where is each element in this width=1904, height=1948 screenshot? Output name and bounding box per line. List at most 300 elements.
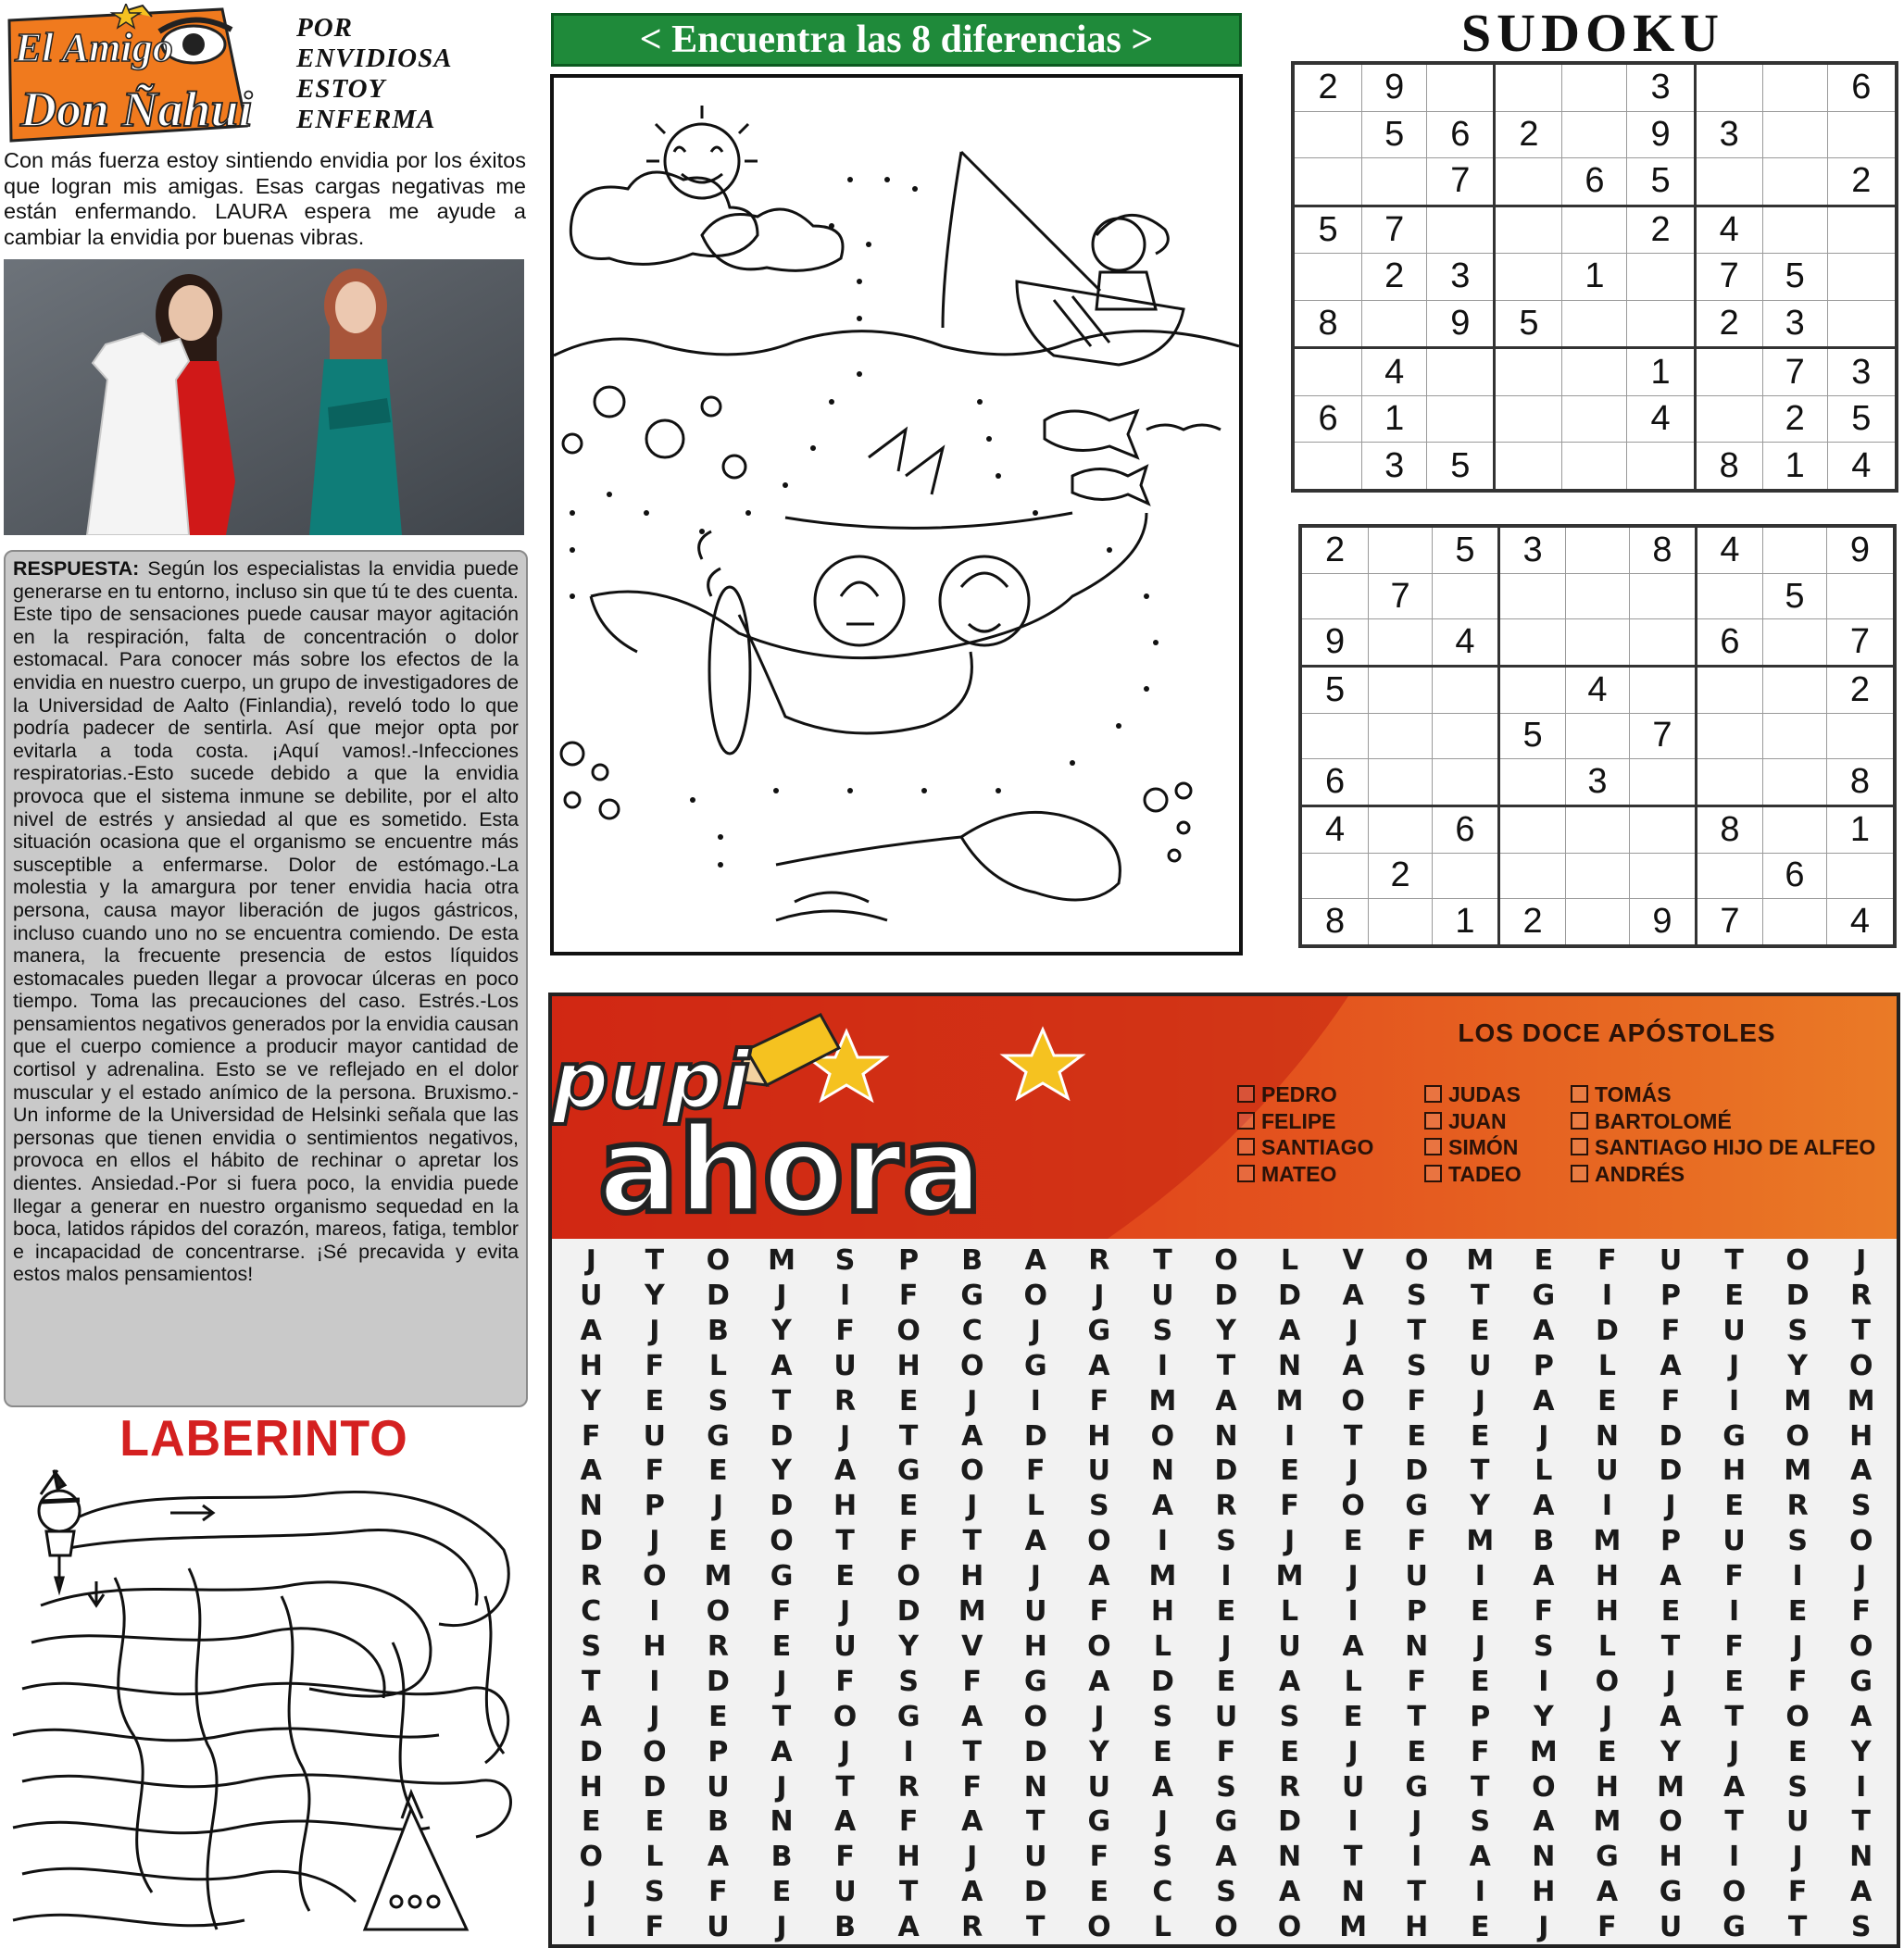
sudoku-cell[interactable] <box>1293 348 1362 396</box>
sudoku-cell[interactable] <box>1629 667 1696 714</box>
grid-letter[interactable]: N <box>1532 1841 1556 1874</box>
sudoku-cell[interactable] <box>1362 158 1427 206</box>
sudoku-cell[interactable] <box>1696 713 1762 759</box>
grid-letter[interactable]: J <box>776 1665 787 1698</box>
sudoku-cell[interactable] <box>1629 619 1696 667</box>
grid-letter[interactable]: I <box>1856 1770 1867 1804</box>
sudoku-cell[interactable] <box>1499 619 1566 667</box>
sudoku-cell[interactable] <box>1499 759 1566 806</box>
grid-letter[interactable]: G <box>1405 1770 1429 1804</box>
grid-letter[interactable]: T <box>1216 1349 1236 1382</box>
grid-letter[interactable]: I <box>585 1911 596 1944</box>
grid-letter[interactable]: B <box>834 1911 856 1944</box>
grid-letter[interactable]: L <box>1344 1665 1362 1698</box>
grid-letter[interactable]: U <box>707 1911 730 1944</box>
grid-letter[interactable]: J <box>776 1911 787 1944</box>
grid-letter[interactable]: F <box>1660 1314 1681 1347</box>
grid-letter[interactable]: T <box>835 1770 855 1804</box>
grid-letter[interactable]: H <box>1595 1770 1619 1804</box>
grid-letter[interactable]: T <box>1343 1841 1363 1874</box>
grid-letter[interactable]: H <box>579 1770 603 1804</box>
sudoku-cell[interactable]: 4 <box>1826 899 1895 946</box>
sudoku-cell[interactable] <box>1562 206 1627 254</box>
sudoku-cell[interactable]: 9 <box>1362 63 1427 111</box>
sudoku-cell[interactable]: 9 <box>1300 619 1369 667</box>
grid-letter[interactable]: F <box>1471 1735 1490 1768</box>
sudoku-cell[interactable]: 5 <box>1762 254 1827 300</box>
grid-letter[interactable]: H <box>1532 1876 1556 1909</box>
sudoku-cell[interactable]: 7 <box>1369 573 1433 619</box>
grid-letter[interactable]: E <box>1597 1735 1617 1768</box>
sudoku-cell[interactable] <box>1826 713 1895 759</box>
sudoku-cell[interactable] <box>1762 667 1826 714</box>
sudoku-cell[interactable] <box>1499 805 1566 853</box>
grid-letter[interactable]: F <box>1851 1595 1871 1628</box>
grid-letter[interactable]: G <box>707 1419 730 1453</box>
grid-letter[interactable]: E <box>771 1630 792 1663</box>
grid-letter[interactable]: D <box>1150 1665 1174 1698</box>
grid-letter[interactable]: D <box>1278 1279 1302 1312</box>
grid-letter[interactable]: F <box>771 1595 792 1628</box>
grid-letter[interactable]: A <box>1533 1490 1555 1523</box>
grid-letter[interactable]: A <box>580 1314 602 1347</box>
grid-letter[interactable]: S <box>645 1876 665 1909</box>
grid-letter[interactable]: B <box>1533 1525 1555 1558</box>
sudoku-cell[interactable] <box>1566 573 1630 619</box>
sudoku-cell[interactable]: 2 <box>1293 63 1362 111</box>
grid-letter[interactable]: H <box>1849 1419 1873 1453</box>
grid-letter[interactable]: T <box>1407 1314 1426 1347</box>
grid-letter[interactable]: G <box>1722 1911 1746 1944</box>
grid-letter[interactable]: V <box>1342 1244 1364 1277</box>
grid-letter[interactable]: J <box>1665 1665 1676 1698</box>
sudoku-cell[interactable] <box>1762 63 1827 111</box>
grid-letter[interactable]: J <box>839 1595 851 1628</box>
sudoku-cell[interactable]: 4 <box>1566 667 1630 714</box>
sudoku-cell[interactable]: 8 <box>1826 759 1895 806</box>
sudoku-cell[interactable] <box>1566 899 1630 946</box>
grid-letter[interactable]: F <box>1787 1665 1808 1698</box>
grid-letter[interactable]: J <box>712 1490 723 1523</box>
grid-letter[interactable]: I <box>1474 1560 1485 1593</box>
grid-letter[interactable]: M <box>1148 1560 1177 1593</box>
grid-letter[interactable]: O <box>770 1525 794 1558</box>
grid-letter[interactable]: F <box>835 1314 855 1347</box>
grid-letter[interactable]: J <box>1347 1455 1359 1488</box>
grid-letter[interactable]: O <box>1087 1911 1111 1944</box>
sudoku-cell[interactable]: 5 <box>1495 300 1562 348</box>
grid-letter[interactable]: H <box>1023 1630 1047 1663</box>
sudoku-cell[interactable]: 3 <box>1362 443 1427 491</box>
grid-letter[interactable]: O <box>1023 1279 1048 1312</box>
grid-letter[interactable]: J <box>1665 1490 1676 1523</box>
grid-letter[interactable]: Y <box>1088 1735 1109 1768</box>
sudoku-cell[interactable] <box>1696 853 1762 899</box>
grid-letter[interactable]: A <box>1088 1349 1110 1382</box>
grid-letter[interactable]: I <box>1411 1841 1422 1874</box>
grid-letter[interactable]: P <box>1406 1595 1427 1628</box>
sudoku-cell[interactable] <box>1300 573 1369 619</box>
grid-letter[interactable]: A <box>833 1805 857 1839</box>
grid-letter[interactable]: F <box>1089 1841 1109 1874</box>
grid-letter[interactable]: S <box>898 1665 919 1698</box>
grid-letter[interactable]: F <box>1089 1384 1109 1417</box>
sudoku-cell[interactable] <box>1495 63 1562 111</box>
grid-letter[interactable]: D <box>1405 1455 1429 1488</box>
grid-letter[interactable]: E <box>1407 1419 1426 1453</box>
grid-letter[interactable]: Y <box>1216 1314 1236 1347</box>
sudoku-cell[interactable]: 4 <box>1627 395 1695 442</box>
sudoku-cell[interactable]: 7 <box>1629 713 1696 759</box>
sudoku-cell[interactable] <box>1762 619 1826 667</box>
grid-letter[interactable]: T <box>1724 1244 1744 1277</box>
grid-letter[interactable]: O <box>1785 1700 1810 1733</box>
grid-letter[interactable]: I <box>1157 1525 1168 1558</box>
grid-letter[interactable]: T <box>835 1525 855 1558</box>
sudoku-cell[interactable] <box>1362 300 1427 348</box>
grid-letter[interactable]: O <box>896 1314 921 1347</box>
grid-letter[interactable]: A <box>707 1841 730 1874</box>
grid-letter[interactable]: U <box>1024 1841 1047 1874</box>
grid-letter[interactable]: T <box>1026 1805 1046 1839</box>
grid-letter[interactable]: S <box>1534 1630 1554 1663</box>
sudoku-cell[interactable] <box>1629 805 1696 853</box>
sudoku-cell[interactable]: 6 <box>1827 63 1897 111</box>
grid-letter[interactable]: U <box>1659 1244 1683 1277</box>
grid-letter[interactable]: Y <box>1660 1735 1681 1768</box>
grid-letter[interactable]: G <box>1532 1279 1556 1312</box>
grid-letter[interactable]: E <box>708 1525 728 1558</box>
grid-letter[interactable]: E <box>1471 1595 1490 1628</box>
grid-letter[interactable]: S <box>1850 1490 1872 1523</box>
grid-letter[interactable]: R <box>1215 1490 1237 1523</box>
sudoku-cell[interactable] <box>1432 713 1498 759</box>
sudoku-cell[interactable]: 4 <box>1300 805 1369 853</box>
grid-letter[interactable]: Y <box>1470 1490 1491 1523</box>
grid-letter[interactable]: F <box>835 1841 855 1874</box>
sudoku-cell[interactable]: 5 <box>1427 443 1495 491</box>
grid-letter[interactable]: A <box>1533 1805 1555 1839</box>
grid-letter[interactable]: F <box>1724 1630 1744 1663</box>
grid-letter[interactable]: U <box>707 1770 730 1804</box>
grid-letter[interactable]: M <box>1657 1770 1685 1804</box>
grid-letter[interactable]: T <box>1851 1805 1871 1839</box>
grid-letter[interactable]: J <box>1094 1279 1105 1312</box>
grid-letter[interactable]: L <box>1281 1244 1299 1277</box>
grid-letter[interactable]: E <box>1471 1665 1490 1698</box>
grid-letter[interactable]: O <box>1785 1419 1810 1453</box>
grid-letter[interactable]: D <box>643 1770 667 1804</box>
grid-letter[interactable]: E <box>1787 1595 1808 1628</box>
grid-letter[interactable]: L <box>645 1841 664 1874</box>
sudoku-cell[interactable] <box>1427 63 1495 111</box>
grid-letter[interactable]: S <box>1216 1770 1236 1804</box>
sudoku-cell[interactable] <box>1629 759 1696 806</box>
grid-letter[interactable]: H <box>833 1490 858 1523</box>
grid-letter[interactable]: R <box>1850 1279 1873 1312</box>
grid-letter[interactable]: O <box>706 1244 731 1277</box>
sudoku-cell[interactable]: 9 <box>1629 899 1696 946</box>
grid-letter[interactable]: Y <box>771 1314 792 1347</box>
grid-letter[interactable]: H <box>1087 1419 1111 1453</box>
grid-letter[interactable]: A <box>1850 1455 1873 1488</box>
grid-letter[interactable]: A <box>1660 1349 1682 1382</box>
sudoku-cell[interactable] <box>1696 759 1762 806</box>
grid-letter[interactable]: A <box>1850 1700 1873 1733</box>
sudoku-cell[interactable]: 3 <box>1427 254 1495 300</box>
grid-letter[interactable]: H <box>1595 1560 1619 1593</box>
grid-letter[interactable]: A <box>1342 1349 1364 1382</box>
grid-letter[interactable]: E <box>1724 1490 1744 1523</box>
grid-letter[interactable]: F <box>1660 1384 1681 1417</box>
grid-letter[interactable]: I <box>839 1279 851 1312</box>
sudoku-cell[interactable] <box>1696 667 1762 714</box>
grid-letter[interactable]: J <box>967 1384 978 1417</box>
grid-letter[interactable]: V <box>961 1630 983 1663</box>
grid-letter[interactable]: F <box>1216 1735 1236 1768</box>
sudoku-cell[interactable] <box>1369 526 1433 573</box>
grid-letter[interactable]: I <box>1601 1490 1612 1523</box>
sudoku-cell[interactable]: 1 <box>1826 805 1895 853</box>
grid-letter[interactable]: R <box>580 1560 602 1593</box>
grid-letter[interactable]: J <box>649 1700 660 1733</box>
grid-letter[interactable]: F <box>1724 1560 1744 1593</box>
grid-letter[interactable]: A <box>1088 1665 1110 1698</box>
sudoku-cell[interactable]: 1 <box>1562 254 1627 300</box>
grid-letter[interactable]: A <box>833 1455 857 1488</box>
grid-letter[interactable]: M <box>1847 1384 1875 1417</box>
grid-letter[interactable]: I <box>649 1665 660 1698</box>
sudoku-cell[interactable]: 6 <box>1762 853 1826 899</box>
grid-letter[interactable]: L <box>1153 1630 1171 1663</box>
grid-letter[interactable]: M <box>1466 1244 1495 1277</box>
grid-letter[interactable]: F <box>962 1770 982 1804</box>
grid-letter[interactable]: A <box>580 1455 602 1488</box>
grid-letter[interactable]: D <box>1595 1314 1619 1347</box>
grid-letter[interactable]: A <box>1278 1876 1301 1909</box>
sudoku-cell[interactable]: 2 <box>1495 111 1562 157</box>
grid-letter[interactable]: O <box>1848 1525 1873 1558</box>
grid-letter[interactable]: L <box>1153 1911 1171 1944</box>
grid-letter[interactable]: U <box>643 1419 667 1453</box>
sudoku-cell[interactable]: 2 <box>1300 526 1369 573</box>
grid-letter[interactable]: A <box>1660 1700 1682 1733</box>
grid-letter[interactable]: E <box>898 1384 919 1417</box>
sudoku-cell[interactable] <box>1627 300 1695 348</box>
grid-letter[interactable]: U <box>1151 1279 1174 1312</box>
sudoku-cell[interactable] <box>1627 443 1695 491</box>
grid-letter[interactable]: S <box>1787 1314 1808 1347</box>
grid-letter[interactable]: A <box>1850 1876 1873 1909</box>
grid-letter[interactable]: P <box>898 1244 920 1277</box>
grid-letter[interactable]: O <box>1404 1244 1429 1277</box>
grid-letter[interactable]: U <box>1214 1700 1238 1733</box>
grid-letter[interactable]: M <box>768 1244 795 1277</box>
grid-letter[interactable]: O <box>1595 1665 1620 1698</box>
grid-letter[interactable]: A <box>1088 1560 1110 1593</box>
grid-letter[interactable]: O <box>1848 1349 1873 1382</box>
grid-letter[interactable]: A <box>1024 1525 1046 1558</box>
grid-letter[interactable]: F <box>645 1911 665 1944</box>
grid-letter[interactable]: P <box>1660 1279 1681 1312</box>
grid-letter[interactable]: S <box>1787 1770 1808 1804</box>
grid-letter[interactable]: M <box>1148 1384 1177 1417</box>
grid-letter[interactable]: R <box>1786 1490 1809 1523</box>
sudoku-cell[interactable] <box>1432 667 1498 714</box>
grid-letter[interactable]: F <box>582 1419 601 1453</box>
sudoku-cell[interactable] <box>1566 713 1630 759</box>
grid-letter[interactable]: A <box>961 1419 983 1453</box>
grid-letter[interactable]: S <box>1279 1700 1300 1733</box>
grid-letter[interactable]: O <box>1214 1244 1238 1277</box>
grid-letter[interactable]: J <box>1728 1735 1740 1768</box>
sudoku-cell[interactable]: 6 <box>1562 158 1627 206</box>
grid-letter[interactable]: R <box>961 1911 983 1944</box>
sudoku-cell[interactable]: 1 <box>1762 443 1827 491</box>
grid-letter[interactable]: J <box>1792 1630 1803 1663</box>
grid-letter[interactable]: O <box>833 1700 858 1733</box>
grid-letter[interactable]: J <box>1792 1841 1803 1874</box>
grid-letter[interactable]: L <box>1281 1595 1299 1628</box>
sudoku-cell[interactable] <box>1629 853 1696 899</box>
grid-letter[interactable]: N <box>1214 1419 1238 1453</box>
sudoku-cell[interactable]: 7 <box>1762 348 1827 396</box>
grid-letter[interactable]: I <box>1030 1384 1041 1417</box>
grid-letter[interactable]: D <box>579 1525 603 1558</box>
sudoku-cell[interactable]: 2 <box>1695 300 1762 348</box>
sudoku-cell[interactable]: 7 <box>1362 206 1427 254</box>
grid-letter[interactable]: A <box>1215 1384 1237 1417</box>
grid-letter[interactable]: D <box>1659 1419 1683 1453</box>
grid-letter[interactable]: N <box>1849 1841 1873 1874</box>
grid-letter[interactable]: L <box>1597 1349 1616 1382</box>
sudoku-cell[interactable] <box>1293 254 1362 300</box>
grid-letter[interactable]: F <box>962 1665 982 1698</box>
grid-letter[interactable]: M <box>1593 1805 1622 1839</box>
grid-letter[interactable]: M <box>1593 1525 1622 1558</box>
grid-letter[interactable]: Y <box>898 1630 919 1663</box>
sudoku-cell[interactable]: 2 <box>1826 667 1895 714</box>
grid-letter[interactable]: F <box>1597 1911 1617 1944</box>
grid-letter[interactable]: S <box>1152 1841 1173 1874</box>
grid-letter[interactable]: O <box>959 1455 984 1488</box>
grid-letter[interactable]: H <box>896 1841 921 1874</box>
grid-letter[interactable]: S <box>1850 1911 1872 1944</box>
grid-letter[interactable]: J <box>585 1876 596 1909</box>
grid-letter[interactable]: R <box>897 1770 920 1804</box>
grid-letter[interactable]: D <box>896 1595 921 1628</box>
grid-letter[interactable]: U <box>833 1630 857 1663</box>
grid-letter[interactable]: F <box>1787 1876 1808 1909</box>
grid-letter[interactable]: N <box>579 1490 603 1523</box>
grid-letter[interactable]: B <box>770 1841 793 1874</box>
sudoku-cell[interactable] <box>1495 395 1562 442</box>
grid-letter[interactable]: J <box>1474 1384 1485 1417</box>
grid-letter[interactable]: T <box>962 1735 982 1768</box>
grid-letter[interactable]: M <box>1275 1560 1304 1593</box>
grid-letter[interactable]: A <box>1024 1244 1046 1277</box>
sudoku-cell[interactable] <box>1827 111 1897 157</box>
grid-letter[interactable]: D <box>1278 1805 1302 1839</box>
grid-letter[interactable]: A <box>1469 1841 1491 1874</box>
grid-letter[interactable]: E <box>1280 1735 1299 1768</box>
grid-letter[interactable]: E <box>1343 1525 1363 1558</box>
grid-letter[interactable]: E <box>1787 1735 1808 1768</box>
grid-letter[interactable]: P <box>708 1735 729 1768</box>
grid-letter[interactable]: J <box>1284 1525 1296 1558</box>
sudoku-cell[interactable]: 8 <box>1300 899 1369 946</box>
grid-letter[interactable]: E <box>1471 1419 1490 1453</box>
grid-letter[interactable]: Y <box>581 1384 602 1417</box>
grid-letter[interactable]: J <box>776 1279 787 1312</box>
grid-letter[interactable]: A <box>1342 1279 1364 1312</box>
grid-letter[interactable]: E <box>708 1700 728 1733</box>
sudoku-cell[interactable] <box>1293 111 1362 157</box>
grid-letter[interactable]: A <box>1278 1314 1301 1347</box>
grid-letter[interactable]: M <box>1529 1735 1558 1768</box>
grid-letter[interactable]: O <box>1277 1911 1302 1944</box>
sudoku-cell[interactable]: 8 <box>1629 526 1696 573</box>
grid-letter[interactable]: J <box>1347 1560 1359 1593</box>
grid-letter[interactable]: N <box>1405 1630 1429 1663</box>
grid-letter[interactable]: T <box>771 1700 792 1733</box>
grid-letter[interactable]: G <box>960 1279 984 1312</box>
grid-letter[interactable]: J <box>1030 1560 1041 1593</box>
sudoku-cell[interactable] <box>1369 805 1433 853</box>
grid-letter[interactable]: G <box>896 1455 921 1488</box>
sudoku-cell[interactable] <box>1432 759 1498 806</box>
grid-letter[interactable]: M <box>1784 1455 1812 1488</box>
grid-letter[interactable]: C <box>581 1595 602 1628</box>
grid-letter[interactable]: E <box>645 1384 665 1417</box>
grid-letter[interactable]: U <box>1341 1770 1365 1804</box>
grid-letter[interactable]: E <box>1407 1735 1426 1768</box>
sudoku-cell[interactable]: 3 <box>1762 300 1827 348</box>
grid-letter[interactable]: O <box>706 1595 731 1628</box>
grid-letter[interactable]: E <box>1471 1911 1490 1944</box>
grid-letter[interactable]: O <box>1087 1525 1111 1558</box>
sudoku-cell[interactable] <box>1695 395 1762 442</box>
sudoku-cell[interactable]: 6 <box>1432 805 1498 853</box>
grid-letter[interactable]: E <box>1089 1876 1109 1909</box>
grid-letter[interactable]: T <box>771 1384 792 1417</box>
grid-letter[interactable]: E <box>1153 1735 1172 1768</box>
grid-letter[interactable]: J <box>776 1770 787 1804</box>
sudoku-cell[interactable] <box>1369 899 1433 946</box>
sudoku-cell[interactable]: 3 <box>1695 111 1762 157</box>
sudoku-cell[interactable] <box>1827 206 1897 254</box>
grid-letter[interactable]: T <box>1471 1455 1490 1488</box>
grid-letter[interactable]: E <box>1216 1665 1236 1698</box>
grid-letter[interactable]: A <box>580 1700 602 1733</box>
sudoku-cell[interactable] <box>1762 759 1826 806</box>
grid-letter[interactable]: A <box>1533 1314 1555 1347</box>
grid-letter[interactable]: U <box>1596 1455 1619 1488</box>
sudoku-cell[interactable] <box>1566 526 1630 573</box>
sudoku-cell[interactable] <box>1762 805 1826 853</box>
grid-letter[interactable]: Y <box>644 1279 665 1312</box>
sudoku-cell[interactable]: 6 <box>1300 759 1369 806</box>
grid-letter[interactable]: S <box>1216 1525 1236 1558</box>
grid-letter[interactable]: F <box>1026 1455 1046 1488</box>
grid-letter[interactable]: O <box>643 1735 667 1768</box>
grid-letter[interactable]: S <box>1089 1490 1109 1523</box>
grid-letter[interactable]: D <box>1023 1419 1047 1453</box>
grid-letter[interactable]: I <box>1347 1805 1359 1839</box>
grid-letter[interactable]: A <box>1151 1770 1174 1804</box>
grid-letter[interactable]: F <box>1407 1665 1426 1698</box>
grid-letter[interactable]: T <box>1471 1279 1490 1312</box>
